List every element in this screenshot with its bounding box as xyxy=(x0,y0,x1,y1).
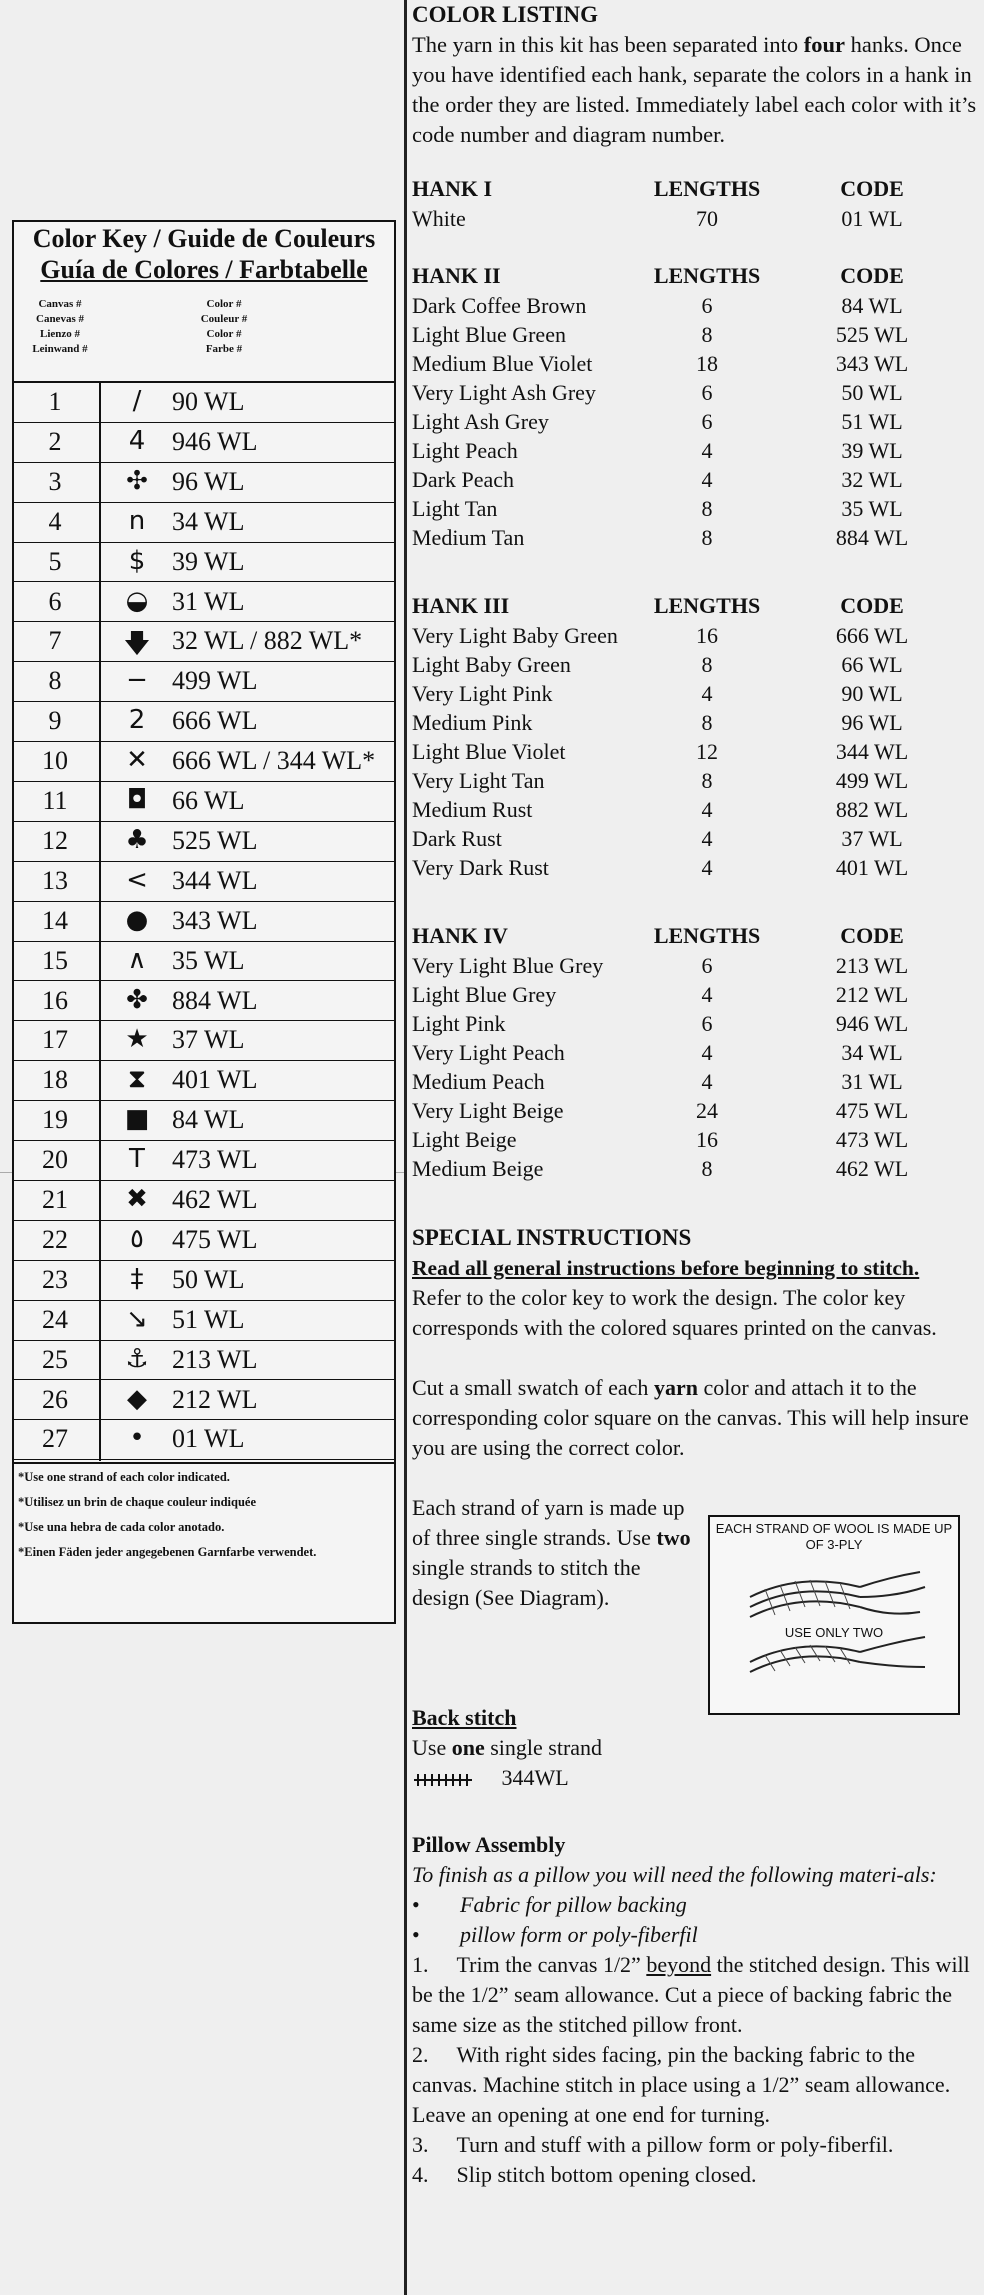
code-header: CODE xyxy=(840,263,904,288)
yarn-code: 473 WL xyxy=(172,1145,258,1175)
color-length: 16 xyxy=(696,623,718,648)
color-key-subtitle: Guía de Colores / Farbtabelle xyxy=(40,255,368,284)
yarn-code: 525 WL xyxy=(172,825,258,855)
color-key-row xyxy=(14,1381,394,1421)
hank-row xyxy=(412,855,977,884)
color-key-row xyxy=(14,463,394,503)
stitch-symbol: ◆ xyxy=(127,1383,147,1414)
color-code: 37 WL xyxy=(841,826,903,851)
color-code: 475 WL xyxy=(835,1098,909,1123)
backstitch-line: Use one single strand xyxy=(412,1735,603,1760)
hank-row xyxy=(412,322,977,351)
stitch-symbol: n xyxy=(128,505,146,536)
color-key-row xyxy=(14,423,394,463)
color-length: 4 xyxy=(701,797,713,822)
color-name: Light Beige xyxy=(412,1127,517,1152)
row-number: 1 xyxy=(48,387,62,416)
row-number: 14 xyxy=(42,905,68,935)
yarn-code: 34 WL xyxy=(172,506,245,536)
row-number: 18 xyxy=(42,1065,68,1095)
stitch-symbol: ⧗ xyxy=(127,1064,147,1095)
color-code: 666 WL xyxy=(835,623,909,648)
color-name: Dark Peach xyxy=(412,467,515,492)
row-number: 26 xyxy=(42,1384,68,1414)
yarn-code: 884 WL xyxy=(172,985,258,1015)
color-name: Dark Rust xyxy=(412,826,502,851)
yarn-code: 462 WL xyxy=(172,1185,258,1214)
code-header: CODE xyxy=(840,923,904,948)
color-length: 4 xyxy=(701,826,713,851)
color-key-notes xyxy=(14,1462,394,1564)
stitch-symbol: ● xyxy=(125,904,149,935)
pillow-section xyxy=(412,1830,977,2190)
hank-row xyxy=(412,797,977,826)
code-header: CODE xyxy=(840,593,904,618)
yarn-code: 84 WL xyxy=(172,1105,245,1135)
yarn-code: 475 WL xyxy=(172,1224,258,1254)
hank-row xyxy=(412,1069,977,1098)
color-name: Light Baby Green xyxy=(412,652,571,677)
hank-row xyxy=(412,1098,977,1127)
hank-name: HANK I xyxy=(412,176,493,201)
color-name: Light Peach xyxy=(412,438,518,463)
yarn-code: 31 WL xyxy=(172,586,245,616)
row-number: 13 xyxy=(42,865,68,895)
color-length: 4 xyxy=(701,681,713,706)
color-code: 462 WL xyxy=(835,1156,909,1181)
hank-row xyxy=(412,710,977,739)
color-length: 8 xyxy=(701,710,713,735)
color-key-row xyxy=(14,1420,394,1460)
color-key-row xyxy=(14,1341,394,1381)
color-key-row xyxy=(14,702,394,742)
hank-name: HANK IV xyxy=(412,923,508,948)
hank-row xyxy=(412,982,977,1011)
color-length: 12 xyxy=(696,739,718,764)
read-all-note: Read all general instructions before beginning to stitch. xyxy=(412,1256,920,1280)
row-number: 25 xyxy=(42,1344,68,1374)
stitch-symbol: T xyxy=(129,1144,145,1175)
stitch-symbol: − xyxy=(126,665,148,696)
color-name: Very Light Pink xyxy=(412,681,553,706)
color-code: 525 WL xyxy=(835,322,909,347)
hank-row xyxy=(412,652,977,681)
code-header: CODE xyxy=(840,176,904,201)
color-code: 32 WL xyxy=(841,467,903,492)
special-title: SPECIAL INSTRUCTIONS xyxy=(412,1225,692,1250)
yarn-code: 96 WL xyxy=(172,466,245,496)
backstitch-code: 344WL xyxy=(501,1765,569,1790)
hank-row xyxy=(412,438,977,467)
color-key-row xyxy=(14,1221,394,1261)
color-name: Medium Tan xyxy=(412,525,525,550)
color-name: Light Pink xyxy=(412,1011,506,1036)
note-fr: *Utilisez un brin de chaque couleur indiquée xyxy=(18,1495,256,1509)
hank-row xyxy=(412,380,977,409)
row-number: 2 xyxy=(48,426,62,456)
color-code: 884 WL xyxy=(835,525,909,550)
color-key-row xyxy=(14,862,394,902)
color-code: 401 WL xyxy=(835,855,909,880)
color-code: 31 WL xyxy=(841,1069,903,1094)
color-name: White xyxy=(412,206,466,231)
yarn-code: 343 WL xyxy=(172,905,258,935)
color-key-row xyxy=(14,583,394,623)
hank-row xyxy=(412,826,977,855)
color-name: Light Tan xyxy=(412,496,498,521)
color-length: 4 xyxy=(701,855,713,880)
color-length: 8 xyxy=(701,768,713,793)
special-p2: Cut a small swatch of each yarn color and attach it to the corresponding color square on the canvas. This will help insure you are using the correct color. xyxy=(412,1375,969,1460)
color-length: 8 xyxy=(701,525,713,550)
hank-4-table xyxy=(412,923,977,1185)
hank-row xyxy=(412,1040,977,1069)
color-key-row xyxy=(14,1261,394,1301)
yarn-code: 39 WL xyxy=(172,546,245,576)
yarn-code: 01 WL xyxy=(172,1424,245,1454)
row-number: 4 xyxy=(48,506,62,536)
color-name: Medium Beige xyxy=(412,1156,544,1181)
pillow-step-4: 4. Slip stitch bottom opening closed. xyxy=(412,2162,757,2187)
color-code: 39 WL xyxy=(841,438,903,463)
color-length: 6 xyxy=(701,293,713,318)
stitch-symbol: ‡ xyxy=(130,1263,144,1294)
yarn-code: 51 WL xyxy=(172,1304,245,1334)
color-code: 212 WL xyxy=(835,982,909,1007)
color-name: Dark Coffee Brown xyxy=(412,293,587,318)
color-key-row xyxy=(14,1021,394,1061)
stitch-symbol: • xyxy=(129,1423,145,1454)
hank-row xyxy=(412,525,977,554)
diagram-top-label: EACH STRAND OF WOOL IS MADE UP OF 3-PLY xyxy=(715,1521,953,1552)
hank-row xyxy=(412,206,977,235)
color-header: Color # Couleur # Color # Farbe # xyxy=(200,298,248,355)
color-length: 6 xyxy=(701,380,713,405)
row-number: 10 xyxy=(42,746,68,776)
stitch-symbol: 🡇 xyxy=(123,629,151,660)
row-number: 11 xyxy=(42,786,68,815)
color-length: 6 xyxy=(701,409,713,434)
stitch-symbol: 2 xyxy=(128,705,146,736)
color-length: 6 xyxy=(701,953,713,978)
stitch-symbol: ∧ xyxy=(127,944,147,975)
color-name: Very Light Beige xyxy=(412,1098,564,1123)
color-key-row xyxy=(14,822,394,862)
color-key-row xyxy=(14,1061,394,1101)
yarn-code: 666 WL xyxy=(172,706,258,736)
color-name: Very Light Peach xyxy=(412,1040,565,1065)
yarn-code: 212 WL xyxy=(172,1384,258,1414)
color-length: 8 xyxy=(701,322,713,347)
color-length: 4 xyxy=(701,467,713,492)
row-number: 6 xyxy=(48,586,62,616)
row-number: 22 xyxy=(42,1224,68,1254)
color-code: 35 WL xyxy=(841,496,903,521)
color-key-box xyxy=(12,220,396,1624)
color-code: 344 WL xyxy=(835,739,909,764)
lengths-header: LENGTHS xyxy=(653,263,761,288)
color-code: 66 WL xyxy=(841,652,903,677)
hank-3-table xyxy=(412,593,977,884)
row-number: 19 xyxy=(42,1105,68,1135)
color-length: 24 xyxy=(696,1098,718,1123)
hank-row xyxy=(412,496,977,525)
color-code: 50 WL xyxy=(841,380,903,405)
color-key-row xyxy=(14,782,394,822)
stitch-symbol: $ xyxy=(128,545,146,576)
color-length: 4 xyxy=(701,1069,713,1094)
color-code: 213 WL xyxy=(835,953,909,978)
hank-row xyxy=(412,409,977,438)
yarn-code: 213 WL xyxy=(172,1344,258,1374)
color-name: Very Light Ash Grey xyxy=(412,380,596,405)
stitch-symbol: ✖ xyxy=(126,1184,148,1214)
color-length: 70 xyxy=(696,206,718,231)
color-code: 946 WL xyxy=(835,1011,909,1036)
hank-row xyxy=(412,623,977,652)
row-number: 9 xyxy=(48,706,62,736)
hank-row xyxy=(412,1011,977,1040)
hank-header xyxy=(412,923,977,953)
color-length: 4 xyxy=(701,982,713,1007)
yarn-code: 50 WL xyxy=(172,1264,245,1294)
stitch-symbol: < xyxy=(126,864,148,895)
hank-row xyxy=(412,953,977,982)
color-key-row xyxy=(14,902,394,942)
stitch-symbol: ◘ xyxy=(126,785,148,815)
color-key-row xyxy=(14,742,394,782)
stitch-symbol: ■ xyxy=(124,1104,150,1135)
yarn-code: 35 WL xyxy=(172,945,245,975)
yarn-diagram xyxy=(708,1515,960,1715)
color-key-row xyxy=(14,982,394,1022)
color-key-row xyxy=(14,503,394,543)
color-name: Medium Peach xyxy=(412,1069,545,1094)
yarn-code: 66 WL xyxy=(172,786,245,815)
color-key-row xyxy=(14,1101,394,1141)
stitch-symbol: ◒ xyxy=(125,585,149,616)
color-listing xyxy=(412,0,977,150)
row-number: 5 xyxy=(48,546,62,576)
note-es: *Use una hebra de cada color anotado. xyxy=(18,1520,225,1534)
hank-row xyxy=(412,1156,977,1185)
hank-header xyxy=(412,593,977,623)
row-number: 8 xyxy=(48,666,62,696)
backstitch-title: Back stitch xyxy=(412,1705,517,1730)
yarn-code: 401 WL xyxy=(172,1065,258,1095)
backstitch-symbol xyxy=(412,1773,474,1787)
lengths-header: LENGTHS xyxy=(653,593,761,618)
hank-1-table xyxy=(412,176,977,235)
color-length: 16 xyxy=(696,1127,718,1152)
color-code: 343 WL xyxy=(835,351,909,376)
hank-name: HANK II xyxy=(412,263,501,288)
color-code: 84 WL xyxy=(841,293,903,318)
row-number: 3 xyxy=(48,466,62,496)
pillow-step-3: 3. Turn and stuff with a pillow form or poly-fiberfil. xyxy=(412,2132,894,2157)
stitch-symbol: 4 xyxy=(128,425,146,456)
color-name: Light Blue Grey xyxy=(412,982,557,1007)
pillow-bullet-1: • Fabric for pillow backing xyxy=(412,1892,687,1917)
color-name: Light Blue Violet xyxy=(412,739,566,764)
color-key-row xyxy=(14,1181,394,1221)
stitch-symbol: ↘ xyxy=(126,1303,148,1334)
row-number: 21 xyxy=(42,1185,68,1214)
row-number: 16 xyxy=(42,985,68,1015)
lengths-header: LENGTHS xyxy=(653,923,761,948)
row-number: 23 xyxy=(42,1264,68,1294)
color-length: 8 xyxy=(701,652,713,677)
hank-row xyxy=(412,739,977,768)
color-length: 4 xyxy=(701,1040,713,1065)
color-code: 01 WL xyxy=(841,206,903,231)
stitch-symbol: ٥ xyxy=(130,1223,144,1254)
color-key-row xyxy=(14,622,394,662)
yarn-code: 90 WL xyxy=(172,387,245,416)
hank-row xyxy=(412,681,977,710)
color-key-row xyxy=(14,1301,394,1341)
hank-row xyxy=(412,351,977,380)
color-key-row xyxy=(14,543,394,583)
stitch-symbol: ★ xyxy=(125,1024,149,1055)
hank-name: HANK III xyxy=(412,593,510,618)
color-key-row xyxy=(14,662,394,702)
hank-row xyxy=(412,1127,977,1156)
strand-note: Each strand of yarn is made up of three single strands. Use two single strands to stitch the design (See Diagram). xyxy=(412,1495,691,1610)
yarn-code: 946 WL xyxy=(172,426,258,456)
color-key-row xyxy=(14,383,394,423)
hank-row xyxy=(412,293,977,322)
stitch-symbol: ∕ xyxy=(132,386,142,416)
column-divider xyxy=(404,0,407,2295)
note-en: *Use one strand of each color indicated. xyxy=(18,1470,230,1484)
yarn-code: 37 WL xyxy=(172,1025,245,1055)
color-name: Very Dark Rust xyxy=(412,855,549,880)
color-name: Very Light Blue Grey xyxy=(412,953,604,978)
color-code: 473 WL xyxy=(835,1127,909,1152)
stitch-symbol: ✤ xyxy=(126,984,148,1015)
color-name: Medium Pink xyxy=(412,710,533,735)
pillow-intro: To finish as a pillow you will need the following materi-als: xyxy=(412,1862,937,1887)
lengths-header: LENGTHS xyxy=(653,176,761,201)
color-name: Medium Rust xyxy=(412,797,533,822)
yarn-illustration xyxy=(710,1517,958,1707)
color-code: 34 WL xyxy=(841,1040,903,1065)
pillow-bullet-2: • pillow form or poly-fiberfil xyxy=(412,1922,698,1947)
row-number: 15 xyxy=(42,945,68,975)
color-key-title: Color Key / Guide de Couleurs xyxy=(32,224,376,253)
color-length: 4 xyxy=(701,438,713,463)
color-code: 882 WL xyxy=(835,797,909,822)
yarn-code: 344 WL xyxy=(172,865,258,895)
color-length: 18 xyxy=(696,351,718,376)
note-de: *Einen Fäden jeder angegebenen Garnfarbe verwendet. xyxy=(18,1545,317,1559)
hank-header xyxy=(412,176,977,206)
color-name: Light Ash Grey xyxy=(412,409,549,434)
color-key-row xyxy=(14,1141,394,1181)
yarn-code: 499 WL xyxy=(172,666,258,696)
color-code: 90 WL xyxy=(841,681,903,706)
row-number: 27 xyxy=(42,1424,68,1454)
special-p1: Refer to the color key to work the design. The color key corresponds with the colored squares printed on the canvas. xyxy=(412,1285,937,1340)
color-length: 8 xyxy=(701,496,713,521)
color-code: 499 WL xyxy=(835,768,909,793)
stitch-symbol: ✕ xyxy=(126,745,148,776)
row-number: 17 xyxy=(42,1025,68,1055)
color-name: Very Light Baby Green xyxy=(412,623,618,648)
stitch-symbol: ♣ xyxy=(125,824,149,855)
canvas-header: Canvas # Canevas # Lienzo # Leinwand # xyxy=(32,298,88,355)
hank-row xyxy=(412,467,977,496)
color-listing-title: COLOR LISTING xyxy=(412,2,598,27)
yarn-code: 32 WL / 882 WL* xyxy=(172,626,363,656)
row-number: 7 xyxy=(48,626,62,656)
pillow-title: Pillow Assembly xyxy=(412,1832,566,1857)
row-number: 24 xyxy=(42,1304,68,1334)
row-number: 12 xyxy=(42,825,68,855)
pillow-step-2: 2. With right sides facing, pin the backing fabric to the canvas. Machine stitch in place using a 1/2” seam allowance. Leave an opening at one end for turning. xyxy=(412,2042,951,2127)
stitch-symbol: ✣ xyxy=(126,465,148,496)
row-number: 20 xyxy=(42,1145,68,1175)
color-name: Very Light Tan xyxy=(412,768,545,793)
color-code: 96 WL xyxy=(841,710,903,735)
yarn-code: 666 WL / 344 WL* xyxy=(172,746,376,776)
backstitch-section xyxy=(412,1703,977,1793)
color-code: 51 WL xyxy=(841,409,903,434)
color-length: 6 xyxy=(701,1011,713,1036)
pillow-step-1: 1. Trim the canvas 1/2” beyond the stitched design. This will be the 1/2” seam allowance. Cut a piece of backing fabric the same size as the stitched pillow front. xyxy=(412,1952,970,2037)
stitch-symbol: ⚓ xyxy=(125,1343,149,1374)
color-key-row xyxy=(14,942,394,982)
color-length: 8 xyxy=(701,1156,713,1181)
hank-row xyxy=(412,768,977,797)
diagram-mid-label: USE ONLY TWO xyxy=(784,1625,884,1640)
hank-2-table xyxy=(412,263,977,554)
color-listing-intro: The yarn in this kit has been separated into four hanks. Once you have identified each hank, separate the colors in a hank in the order they are listed. Immediately label each color with it’s code number and diagram number. xyxy=(412,32,977,147)
backstitch-code-row xyxy=(412,1763,977,1793)
color-name: Light Blue Green xyxy=(412,322,566,347)
color-name: Medium Blue Violet xyxy=(412,351,593,376)
hank-header xyxy=(412,263,977,293)
